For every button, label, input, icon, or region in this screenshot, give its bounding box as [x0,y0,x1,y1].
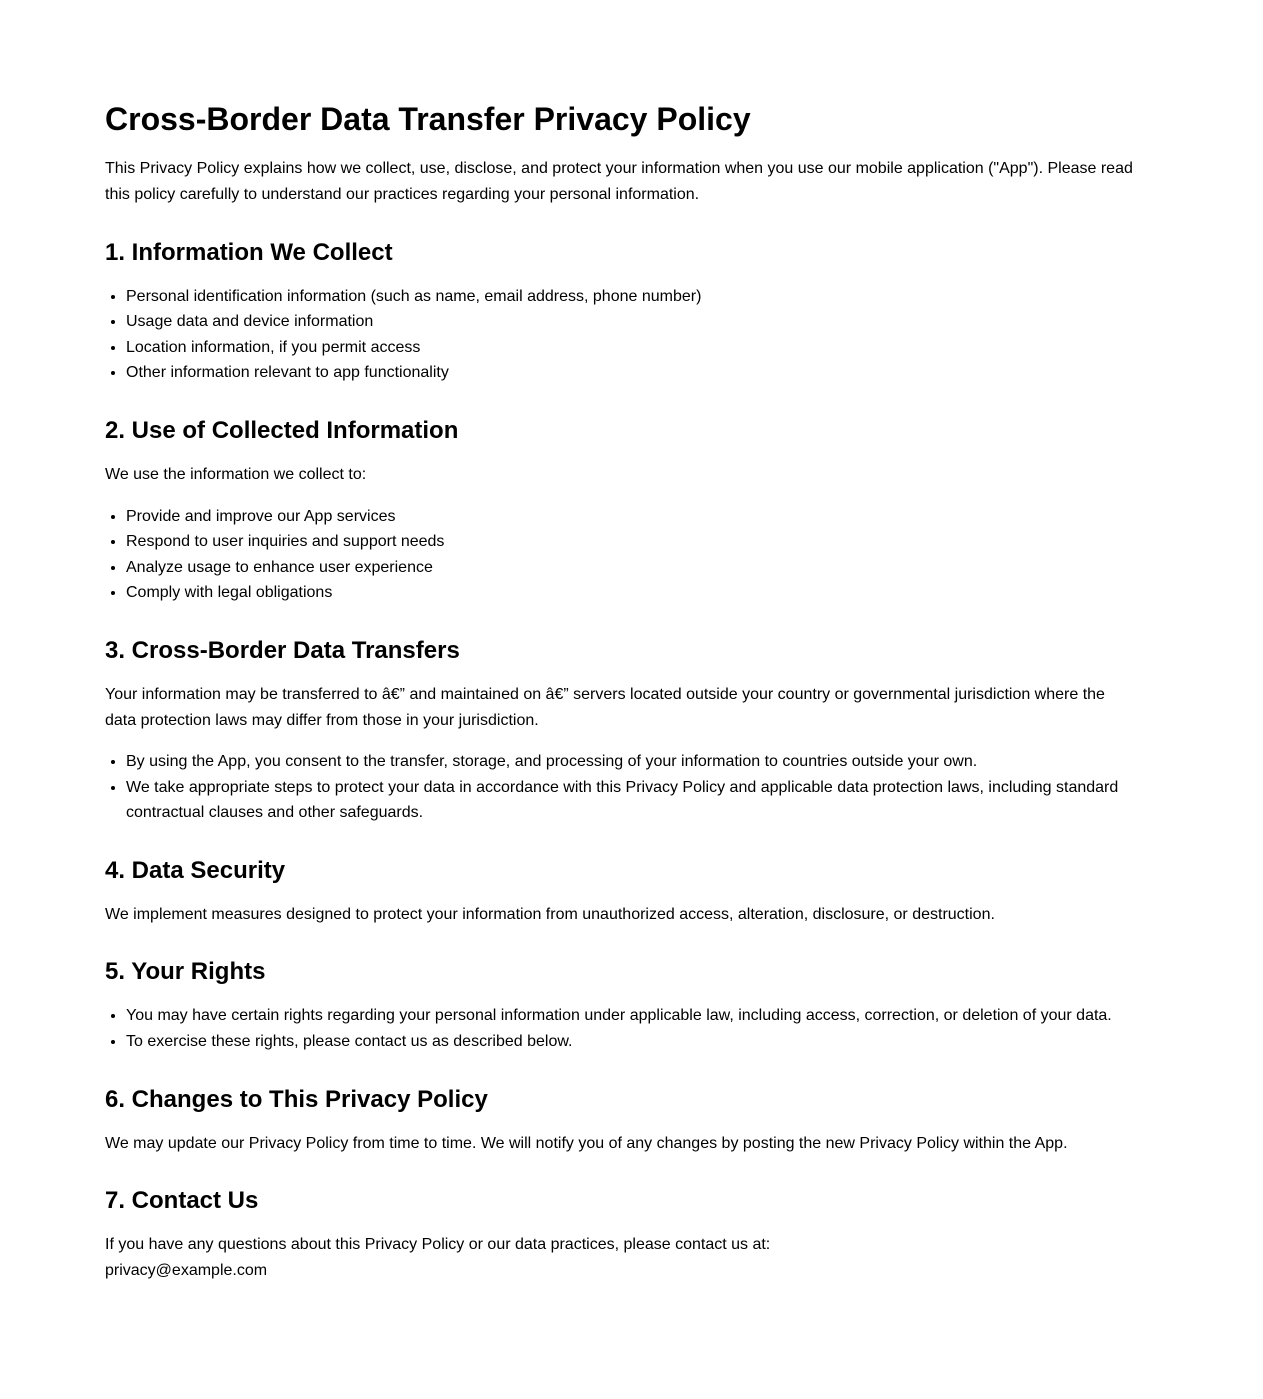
list-item: • Location information, if you permit access [126,335,1140,361]
list-item: • Analyze usage to enhance user experience [126,555,1140,581]
page-title: Cross-Border Data Transfer Privacy Policy [105,101,751,137]
list-item: • Comply with legal obligations [126,580,1140,606]
list-item: • Provide and improve our App services [126,504,1140,530]
intro-paragraph: This Privacy Policy explains how we collect, use, disclose, and protect your information when you use our mobile application ("App"). Please read this policy carefully to understand our practices regarding your personal information. [105,160,1133,203]
section-cross-border-data-transfers [105,636,1140,826]
section-heading-use-of-collected-information: 2. Use of Collected Information [105,416,459,444]
section-lead-paragraph: Your information may be transferred to â€” and maintained on â€” servers located outside your country or governmental jurisdiction where the data protection laws may differ from those in your jurisdiction. [105,685,1105,729]
section-heading-data-security: 4. Data Security [105,856,286,884]
list-item: • We take appropriate steps to protect your data in accordance with this Privacy Policy and applicable data protection laws, including standard contractual clauses and other safeguards. [126,775,1140,826]
section-heading-changes-to-policy: 6. Changes to This Privacy Policy [105,1085,488,1113]
use-of-information-list [105,504,1140,606]
contact-lead-text: If you have any questions about this Privacy Policy or our data practices, please contact us at: [105,1236,771,1254]
section-contact-us [105,1186,1140,1283]
section-use-of-collected-information [105,416,1140,606]
list-item: • To exercise these rights, please contact us as described below. [126,1029,1140,1055]
section-lead-paragraph: We implement measures designed to protect your information from unauthorized access, alteration, disclosure, or destruction. [105,905,995,923]
list-item: • Usage data and device information [126,309,1140,335]
contact-paragraph [105,1232,1140,1283]
section-changes-to-policy [105,1085,1140,1157]
section-heading-contact-us: 7. Contact Us [105,1187,259,1215]
list-item: • You may have certain rights regarding your personal information under applicable law, including access, correction, or deletion of your data. [126,1003,1140,1029]
section-information-we-collect [105,238,1140,386]
section-lead-paragraph: We may update our Privacy Policy from time to time. We will notify you of any changes by posting the new Privacy Policy within the App. [105,1134,1068,1152]
section-heading-your-rights: 5. Your Rights [105,958,266,986]
section-your-rights [105,957,1140,1054]
contact-email: privacy@example.com [105,1261,268,1279]
information-we-collect-list [105,284,1140,386]
list-item: • Respond to user inquiries and support needs [126,529,1140,555]
section-heading-cross-border-data-transfers: 3. Cross-Border Data Transfers [105,636,460,664]
cross-border-list [105,749,1140,826]
section-data-security [105,856,1140,928]
list-item: • By using the App, you consent to the transfer, storage, and processing of your information to countries outside your own. [126,749,1140,775]
list-item: • Other information relevant to app functionality [126,360,1140,386]
list-item: • Personal identification information (such as name, email address, phone number) [126,284,1140,310]
section-lead-paragraph: We use the information we collect to: [105,465,367,483]
section-heading-information-we-collect: 1. Information We Collect [105,238,393,266]
your-rights-list [105,1003,1140,1054]
